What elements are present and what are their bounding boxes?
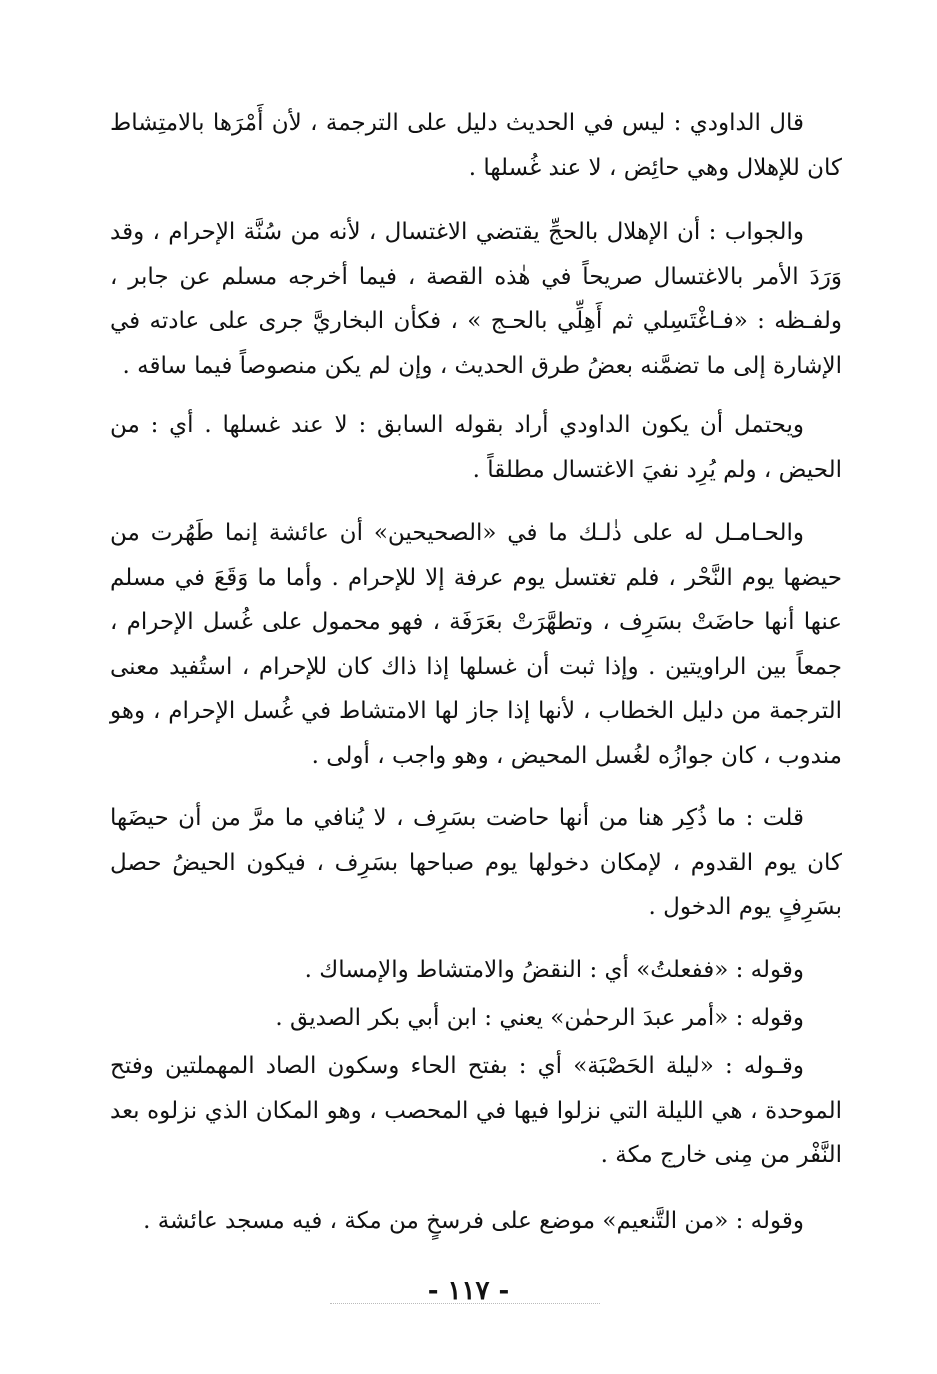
paragraph-tanim [110,1199,842,1244]
paragraph-text: وقوله : «من التَّنعيم» موضع على فرسخٍ من مكة ، فيه مسجد عائشة . [143,1208,804,1234]
paragraph-text: قلت : ما ذُكِر هنا من أنها حاضت بسَرِف ، لا يُنافي ما مرَّ من أن حيضَها كان يوم القدوم ، لإمكان دخولها يوم صباحها بسَرِف ، فيكون الحيضُ حصل بسَرِفٍ يوم الدخول . [110,805,842,920]
footer-dotted-line [330,1303,600,1304]
paragraph-possibility [110,403,842,492]
paragraph-text: وقـوله : «ليلة الحَصْبَة» أي : بفتح الحاء وسكون الصاد المهملتين وفتح الموحدة ، هي الليلة التي نزلوا فيها في المحصب ، وهو المكان الذي نزلوه بعد النَّفْر من مِنى خارج مكة . [110,1053,842,1168]
paragraph-note [110,796,842,930]
paragraph-dawudi-statement [110,101,842,190]
paragraph-reason [110,511,842,778]
paragraph-hasbah [110,1044,842,1178]
paragraph-text: والجواب : أن الإهلال بالحجِّ يقتضي الاغتسال ، لأنه من سُنَّة الإحرام ، وقد وَرَدَ الأمر بالاغتسال صريحاً في هٰذه القصة ، فيما أخرجه مسلم عن جابر ، ولفـظه : «فـاغْتَسِلي ثم أَهِلِّي بالحـج » ، فكأن البخاريَّ جرى على عادته في الإشارة إلى ما تضمَّنه بعضُ طرق الحديث ، وإن لم يكن منصوصاً فيما ساقه . [110,219,842,379]
paragraph-text: وقوله : «أمر عبدَ الرحمٰن» يعني : ابن أبي بكر الصديق . [275,1005,804,1031]
paragraph-text: قال الداودي : ليس في الحديث دليل على الترجمة ، لأن أَمْرَها بالامتِشاط كان للإهلال وهي حائِض ، لا عند غُسلها . [110,110,842,181]
paragraph-text: والحـامـل له على ذٰلـك ما في «الصحيحين» أن عائشة إنما طَهُرت من حيضها يوم النَّحْر ، فلم تغتسل يوم عرفة إلا للإحرام . وأما ما وَقَعَ في مسلم عنها أنها حاضَتْ بسَرِف ، وتطهَّرَتْ بعَرَفَة ، فهو محمول على غُسل الإحرام ، جمعاً بين الراويتين . وإذا ثبت أن غسلها إذا ذاك كان للإحرام ، استُفيد معنى الترجمة من دليل الخطاب ، لأنها إذا جاز لها الامتشاط في غُسل الإحرام ، وهو مندوب ، كان جوازُه لغُسل المحيض ، وهو واجب ، أولى . [110,520,842,769]
paragraph-fafaltu [110,948,842,993]
paragraph-abdulrahman [110,996,842,1041]
paragraph-answer [110,210,842,388]
paragraph-text: وقوله : «ففعلتُ» أي : النقضُ والامتشاط والإمساك . [304,957,804,983]
paragraph-text: ويحتمل أن يكون الداودي أراد بقوله السابق : لا عند غسلها . أي : من الحيض ، ولم يُرِد نفيَ الاغتسال مطلقاً . [110,412,842,483]
page-number: - ١١٧ - [427,1276,510,1306]
